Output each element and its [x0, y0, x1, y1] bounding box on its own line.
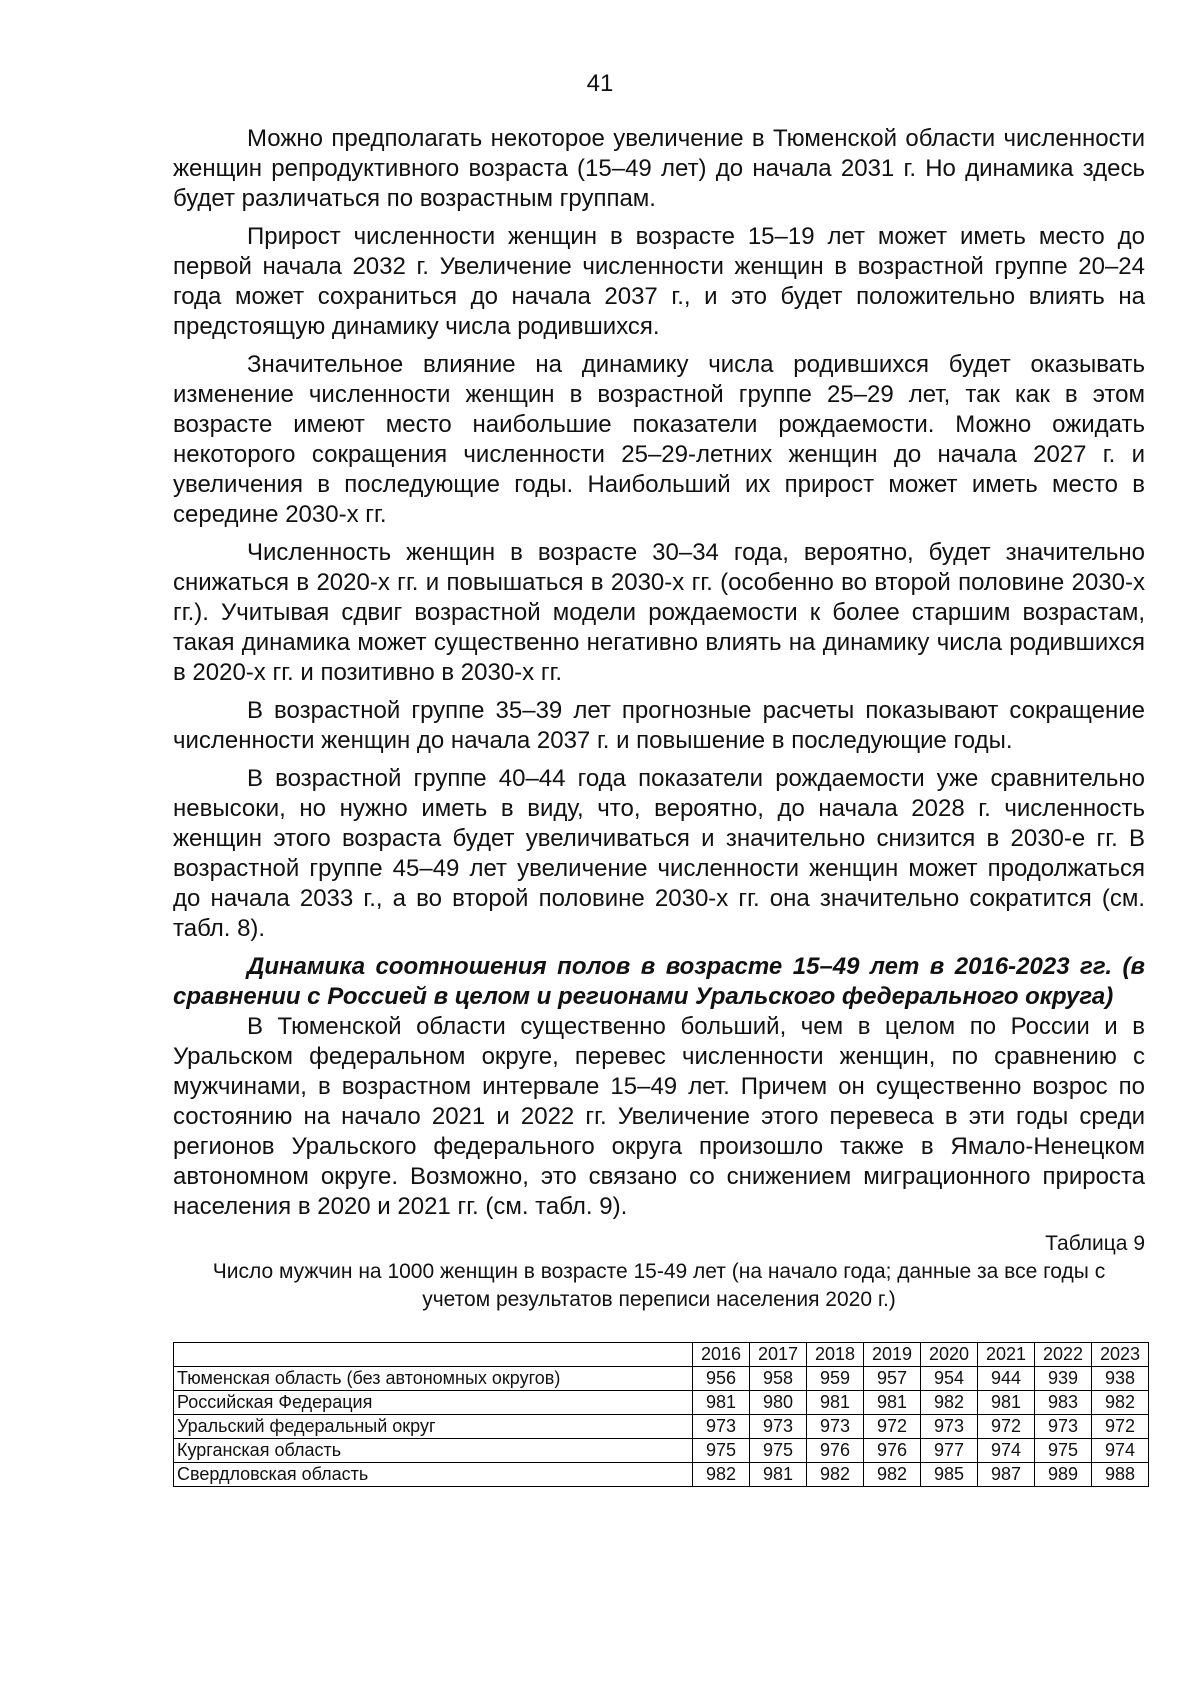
table-cell: 957	[864, 1367, 921, 1391]
table-cell: 973	[1035, 1415, 1092, 1439]
table-row	[174, 1463, 1149, 1487]
table-caption: Число мужчин на 1000 женщин в возрасте 15-49 лет (на начало года; данные за все годы с учетом результатов переписи населения 2020 г.)	[212, 1260, 1106, 1311]
table-cell: 988	[1092, 1463, 1149, 1487]
year-header: 2021	[978, 1343, 1035, 1367]
table-row	[174, 1415, 1149, 1439]
table-cell: 983	[1035, 1391, 1092, 1415]
table-cell: 974	[1092, 1439, 1149, 1463]
table-cell: 981	[693, 1391, 750, 1415]
table-cell: 973	[921, 1415, 978, 1439]
page-number: 41	[586, 70, 614, 97]
year-header: 2017	[750, 1343, 807, 1367]
table-cell: 977	[921, 1439, 978, 1463]
year-header: 2023	[1092, 1343, 1149, 1367]
paragraph: В возрастной группе 40–44 года показатели рождаемости уже сравнительно невысоки, но нужно иметь в виду, что, вероятно, до начала 2028 г. численность женщин этого возраста будет увеличиваться и значительно снизится в 2030-е гг. В возрастной группе 45–49 лет увеличение численности женщин может продолжаться до начала 2033 г., а во второй половине 2030-х гг. она значительно сократится (см. табл. 8).	[173, 765, 1145, 942]
table-cell: 976	[864, 1439, 921, 1463]
document-body	[173, 124, 1145, 1487]
table-cell: 982	[693, 1463, 750, 1487]
table-cell: 987	[978, 1463, 1035, 1487]
table-cell: 973	[693, 1415, 750, 1439]
region-name: Курганская область	[174, 1439, 693, 1463]
table-cell: 972	[978, 1415, 1035, 1439]
table-cell: 982	[1092, 1391, 1149, 1415]
table-cell: 972	[1092, 1415, 1149, 1439]
table-cell: 989	[1035, 1463, 1092, 1487]
paragraph: В возрастной группе 35–39 лет прогнозные расчеты показывают сокращение численности женщин до начала 2037 г. и повышение в последующие годы.	[173, 697, 1145, 754]
table-cell: 975	[750, 1439, 807, 1463]
table-cell: 982	[921, 1391, 978, 1415]
table-cell: 985	[921, 1463, 978, 1487]
section-heading: Динамика соотношения полов в возрасте 15–49 лет в 2016-2023 гг. (в сравнении с Россией в целом и регионами Уральского федерального округа)	[173, 953, 1145, 1010]
paragraph: Можно предполагать некоторое увеличение в Тюменской области численности женщин репродуктивного возраста (15–49 лет) до начала 2031 г. Но динамика здесь будет различаться по возрастным группам.	[173, 125, 1145, 212]
table-cell: 938	[1092, 1367, 1149, 1391]
table-cell: 981	[978, 1391, 1035, 1415]
year-header: 2016	[693, 1343, 750, 1367]
table-row	[174, 1367, 1149, 1391]
paragraph: Численность женщин в возрасте 30–34 года, вероятно, будет значительно снижаться в 2020-х гг. и повышаться в 2030-х гг. (особенно во второй половине 2030-х гг.). Учитывая сдвиг возрастной модели рождаемости к более старшим возрастам, такая динамика может существенно негативно влиять на динамику числа родившихся в 2020-х гг. и позитивно в 2030-х гг.	[173, 539, 1145, 686]
region-name: Российская Федерация	[174, 1391, 693, 1415]
table-header-row	[174, 1343, 1149, 1367]
table-cell: 980	[750, 1391, 807, 1415]
table-row	[174, 1391, 1149, 1415]
table-cell: 972	[864, 1415, 921, 1439]
year-header: 2018	[807, 1343, 864, 1367]
table-cell: 976	[807, 1439, 864, 1463]
table-row	[174, 1439, 1149, 1463]
table-cell: 939	[1035, 1367, 1092, 1391]
table-cell: 958	[750, 1367, 807, 1391]
region-name: Тюменская область (без автономных округов)	[174, 1367, 693, 1391]
table-cell: 956	[693, 1367, 750, 1391]
table-cell: 944	[978, 1367, 1035, 1391]
table-cell: 981	[864, 1391, 921, 1415]
year-header: 2020	[921, 1343, 978, 1367]
table-header-empty	[174, 1343, 693, 1367]
table-cell: 981	[807, 1391, 864, 1415]
sex-ratio-table	[173, 1342, 1149, 1487]
table-cell: 982	[807, 1463, 864, 1487]
table-cell: 954	[921, 1367, 978, 1391]
table-cell: 975	[1035, 1439, 1092, 1463]
paragraph: В Тюменской области существенно больший, чем в целом по России и в Уральском федеральном округе, перевес численности женщин, по сравнению с мужчинами, в возрастном интервале 15–49 лет. Причем он существенно возрос по состоянию на начало 2021 и 2022 гг. Увеличение этого перевеса в эти годы среди регионов Уральского федерального округа произошло также в Ямало-Ненецком автономном округе. Возможно, это связано со снижением миграционного прироста населения в 2020 и 2021 гг. (см. табл. 9).	[173, 1013, 1145, 1220]
paragraph: Значительное влияние на динамику числа родившихся будет оказывать изменение численности женщин в возрастной группе 25–29 лет, так как в этом возрасте имеют место наибольшие показатели рождаемости. Можно ожидать некоторого сокращения численности 25–29-летних женщин до начала 2027 г. и увеличения в последующие годы. Наибольший их прирост может иметь место в середине 2030-х гг.	[173, 351, 1145, 528]
region-name: Уральский федеральный округ	[174, 1415, 693, 1439]
table-cell: 981	[750, 1463, 807, 1487]
paragraph: Прирост численности женщин в возрасте 15–19 лет может иметь место до первой начала 2032 г. Увеличение численности женщин в возрастной группе 20–24 года может сохраниться до начала 2037 г., и это будет положительно влиять на предстоящую динамику числа родившихся.	[173, 223, 1145, 340]
table-cell: 975	[693, 1439, 750, 1463]
year-header: 2019	[864, 1343, 921, 1367]
table-label: Таблица 9	[1045, 1232, 1145, 1255]
table-cell: 974	[978, 1439, 1035, 1463]
table-cell: 959	[807, 1367, 864, 1391]
region-name: Свердловская область	[174, 1463, 693, 1487]
table-cell: 982	[864, 1463, 921, 1487]
table-cell: 973	[750, 1415, 807, 1439]
table-cell: 973	[807, 1415, 864, 1439]
year-header: 2022	[1035, 1343, 1092, 1367]
